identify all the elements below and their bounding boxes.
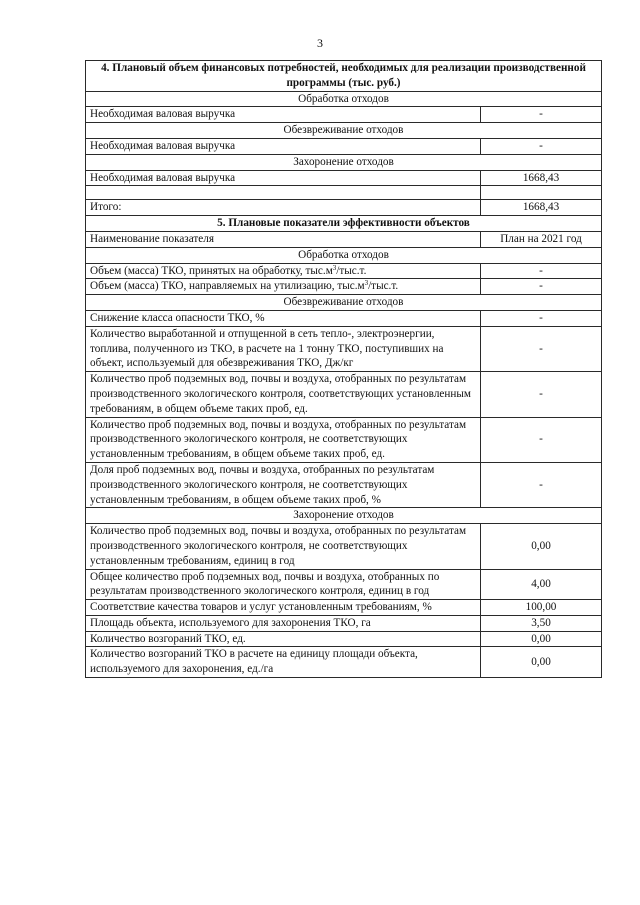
spacer-row xyxy=(86,186,602,200)
group-header-neutralization: Обезвреживание отходов xyxy=(86,123,602,139)
table-row xyxy=(86,569,602,600)
row-label: Количество выработанной и отпущенной в сеть тепло-, электроэнергии, топлива, полученного из ТКО, в расчете на 1 тонну ТКО, поступивших на объект, используемый для обезвреживания ТКО, Дж/кг xyxy=(86,326,481,371)
group-header-row xyxy=(86,247,602,263)
total-value: 1668,43 xyxy=(481,200,602,216)
table-row xyxy=(86,326,602,371)
row-label: Общее количество проб подземных вод, почвы и воздуха, отобранных по результатам производственного экологического контроля, единиц в год xyxy=(86,569,481,600)
group-header-row xyxy=(86,91,602,107)
table-row xyxy=(86,372,602,417)
row-value: 0,00 xyxy=(481,631,602,647)
table-row xyxy=(86,647,602,678)
row-label: Площадь объекта, используемого для захоронения ТКО, га xyxy=(86,615,481,631)
table-row xyxy=(86,615,602,631)
section4-title: 4. Плановый объем финансовых потребностей, необходимых для реализации производственной программы (тыс. руб.) xyxy=(86,61,602,92)
table-row xyxy=(86,600,602,616)
table-row xyxy=(86,462,602,507)
row-value: 3,50 xyxy=(481,615,602,631)
table-row xyxy=(86,524,602,569)
row-label: Необходимая валовая выручка xyxy=(86,138,481,154)
group-header-row xyxy=(86,295,602,311)
row-label: Доля проб подземных вод, почвы и воздуха, отобранных по результатам производственного экологического контроля, не соответствующих установленным требованиям, в общем объеме таких проб, % xyxy=(86,462,481,507)
column-header-row xyxy=(86,231,602,247)
empty-cell xyxy=(481,186,602,200)
page-number: 3 xyxy=(317,36,323,50)
row-label: Количество проб подземных вод, почвы и воздуха, отобранных по результатам производственного экологического контроля, не соответствующих установленным требованиям, единиц в год xyxy=(86,524,481,569)
row-label: Количество проб подземных вод, почвы и воздуха, отобранных по результатам производственного экологического контроля, соответствующих установленным требованиям, в общем объеме таких проб, ед. xyxy=(86,372,481,417)
row-label: Соответствие качества товаров и услуг установленным требованиям, % xyxy=(86,600,481,616)
row-label xyxy=(86,263,481,279)
group-header-processing: Обработка отходов xyxy=(86,247,602,263)
table-row xyxy=(86,417,602,462)
group-header-processing: Обработка отходов xyxy=(86,91,602,107)
row-value: - xyxy=(481,310,602,326)
label-text: Объем (масса) ТКО, направляемых на утилизацию, тыс.м xyxy=(90,280,365,293)
section4-title-row xyxy=(86,61,602,92)
row-value: - xyxy=(481,107,602,123)
column-header-name: Наименование показателя xyxy=(86,231,481,247)
section5-title: 5. Плановые показатели эффективности объектов xyxy=(86,216,602,232)
row-value: 0,00 xyxy=(481,524,602,569)
row-label: Количество возгораний ТКО в расчете на единицу площади объекта, используемого для захоронения, ед./га xyxy=(86,647,481,678)
row-value: - xyxy=(481,138,602,154)
total-label: Итого: xyxy=(86,200,481,216)
group-header-burial: Захоронение отходов xyxy=(86,508,602,524)
row-label: Количество проб подземных вод, почвы и воздуха, отобранных по результатам производственного экологического контроля, не соответствующих установленным требованиям, в общем объеме таких проб, ед. xyxy=(86,417,481,462)
row-label xyxy=(86,279,481,295)
table-row xyxy=(86,263,602,279)
superscript: 3 xyxy=(332,263,337,272)
table-row xyxy=(86,107,602,123)
program-table xyxy=(85,60,602,678)
label-text: Объем (масса) ТКО, принятых на обработку, тыс.м xyxy=(90,264,333,277)
column-header-plan: План на 2021 год xyxy=(481,231,602,247)
row-value: - xyxy=(481,263,602,279)
table-row xyxy=(86,310,602,326)
row-value: 100,00 xyxy=(481,600,602,616)
table-row xyxy=(86,631,602,647)
group-header-neutralization: Обезвреживание отходов xyxy=(86,295,602,311)
row-label: Необходимая валовая выручка xyxy=(86,107,481,123)
row-label: Количество возгораний ТКО, ед. xyxy=(86,631,481,647)
row-label: Необходимая валовая выручка xyxy=(86,170,481,186)
row-value: - xyxy=(481,279,602,295)
row-value: - xyxy=(481,326,602,371)
row-label: Снижение класса опасности ТКО, % xyxy=(86,310,481,326)
superscript: 3 xyxy=(364,279,369,288)
group-header-row xyxy=(86,154,602,170)
row-value: - xyxy=(481,417,602,462)
table-row xyxy=(86,170,602,186)
label-text: /тыс.т. xyxy=(336,264,367,277)
row-value: - xyxy=(481,462,602,507)
group-header-burial: Захоронение отходов xyxy=(86,154,602,170)
group-header-row xyxy=(86,508,602,524)
group-header-row xyxy=(86,123,602,139)
row-value: 1668,43 xyxy=(481,170,602,186)
section5-title-row xyxy=(86,216,602,232)
row-value: - xyxy=(481,372,602,417)
row-value: 4,00 xyxy=(481,569,602,600)
table-row xyxy=(86,138,602,154)
row-value: 0,00 xyxy=(481,647,602,678)
table-row xyxy=(86,279,602,295)
label-text: /тыс.т. xyxy=(368,280,399,293)
empty-cell xyxy=(86,186,481,200)
total-row xyxy=(86,200,602,216)
